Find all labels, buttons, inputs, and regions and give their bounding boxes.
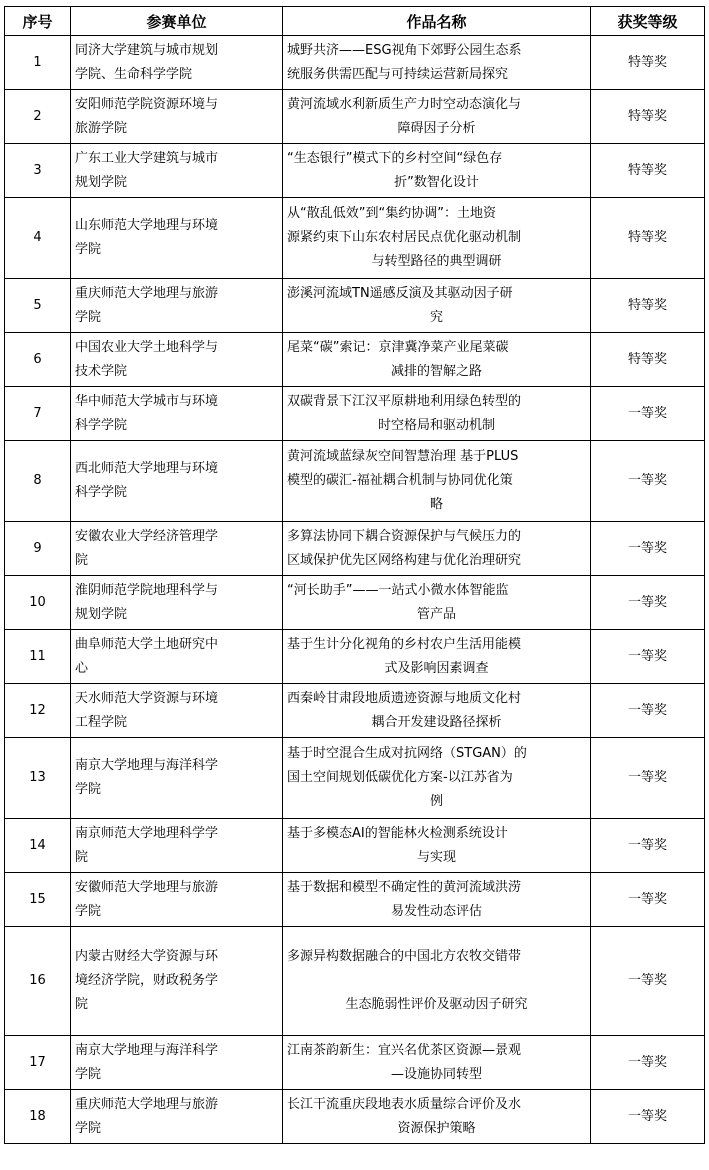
unit-line: 重庆师范大学地理与旅游	[75, 1096, 219, 1112]
row-number: 17	[5, 1036, 71, 1090]
table-row	[5, 1036, 705, 1090]
table-row	[5, 90, 705, 144]
unit-line: 南京大学地理与海洋科学	[75, 758, 219, 773]
work-title-line: 折”数智化设计	[394, 174, 479, 190]
table-row	[5, 1090, 705, 1144]
unit-line: 院	[75, 552, 89, 568]
work-title-line: 城野共济——ESG视角下郊野公园生态系	[287, 42, 522, 58]
unit-line: 内蒙古财经大学资源与环	[75, 949, 219, 964]
participant-unit	[71, 333, 283, 387]
unit-line: 淮阴师范学院地理科学与	[75, 582, 219, 598]
line-gap	[287, 969, 586, 993]
work-title-line: 黄河流域水利新质生产力时空动态演化与	[287, 96, 522, 112]
participant-unit	[71, 873, 283, 927]
row-number: 16	[5, 927, 71, 1036]
table-row	[5, 819, 705, 873]
work-title-line: 管产品	[416, 606, 456, 622]
table-row	[5, 333, 705, 387]
unit-line: 天水师范大学资源与环境	[75, 690, 219, 706]
work-title-line: 源紧约束下山东农村居民点优化驱动机制	[287, 230, 522, 245]
work-title-line: 生态脆弱性评价及驱动因子研究	[345, 997, 528, 1012]
work-title-line: 多源异构数据融合的中国北方农牧交错带	[287, 949, 522, 964]
participant-unit	[71, 279, 283, 333]
unit-line: 学院	[75, 1066, 102, 1082]
work-title	[283, 927, 591, 1036]
participant-unit	[71, 738, 283, 819]
unit-line: 科学学院	[75, 417, 128, 433]
table-row	[5, 873, 705, 927]
work-title-line: 资源保护策略	[397, 1120, 476, 1136]
unit-line: 境经济学院，财政税务学	[75, 973, 219, 988]
award-level: 一等奖	[591, 630, 705, 684]
table-row	[5, 630, 705, 684]
award-level: 一等奖	[591, 441, 705, 522]
unit-line: 心	[75, 660, 89, 676]
unit-line: 学院	[75, 903, 102, 919]
award-level: 一等奖	[591, 1090, 705, 1144]
table-row	[5, 927, 705, 1036]
work-title-line: 究	[429, 309, 443, 325]
row-number: 9	[5, 522, 71, 576]
award-level: 特等奖	[591, 198, 705, 279]
unit-line: 规划学院	[75, 174, 128, 190]
award-level: 特等奖	[591, 144, 705, 198]
unit-line: 技术学院	[75, 363, 128, 379]
table-row	[5, 684, 705, 738]
award-level: 一等奖	[591, 819, 705, 873]
award-level: 特等奖	[591, 333, 705, 387]
work-title	[283, 522, 591, 576]
unit-line: 西北师范大学地理与环境	[75, 461, 219, 476]
participant-unit	[71, 387, 283, 441]
unit-line: 重庆师范大学地理与旅游	[75, 285, 219, 301]
table-row	[5, 144, 705, 198]
unit-line: 广东工业大学建筑与城市	[75, 150, 219, 166]
award-level: 一等奖	[591, 684, 705, 738]
participant-unit	[71, 441, 283, 522]
work-title-line: —设施协同转型	[390, 1066, 482, 1082]
table-row	[5, 36, 705, 90]
work-title	[283, 144, 591, 198]
row-number: 1	[5, 36, 71, 90]
participant-unit	[71, 198, 283, 279]
work-title	[283, 576, 591, 630]
work-title	[283, 1090, 591, 1144]
work-title-line: 基于数据和模型不确定性的黄河流域洪涝	[287, 879, 522, 895]
header-row	[5, 7, 705, 36]
work-title-line: 多算法协同下耦合资源保护与气候压力的	[287, 528, 522, 544]
participant-unit	[71, 819, 283, 873]
unit-line: 同济大学建筑与城市规划	[75, 42, 219, 58]
participant-unit	[71, 36, 283, 90]
unit-line: 科学学院	[75, 485, 128, 500]
work-title-line: 基于多模态AI的智能林火检测系统设计	[287, 825, 508, 841]
row-number: 13	[5, 738, 71, 819]
work-title-line: 模型的碳汇-福祉耦合机制与协同优化策	[287, 473, 513, 488]
unit-line: 工程学院	[75, 714, 128, 730]
work-title-line: 基于生计分化视角的乡村农户生活用能模	[287, 636, 522, 652]
unit-line: 南京师范大学地理科学学	[75, 825, 219, 841]
work-title	[283, 441, 591, 522]
header-unit: 参赛单位	[71, 7, 283, 36]
table-row	[5, 738, 705, 819]
work-title-line: 西秦岭甘肃段地质遗迹资源与地质文化村	[287, 690, 522, 706]
table-row	[5, 576, 705, 630]
work-title-line: 耦合开发建设路径探析	[371, 714, 502, 730]
unit-line: 学院	[75, 782, 102, 797]
header-no: 序号	[5, 7, 71, 36]
work-title-line: 例	[429, 794, 443, 809]
row-number: 12	[5, 684, 71, 738]
award-level: 特等奖	[591, 36, 705, 90]
work-title	[283, 630, 591, 684]
work-title	[283, 819, 591, 873]
unit-line: 学院	[75, 242, 102, 257]
header-work: 作品名称	[283, 7, 591, 36]
unit-line: 华中师范大学城市与环境	[75, 393, 219, 409]
work-title-line: 统服务供需匹配与可持续运营新局探究	[287, 66, 509, 82]
award-level: 一等奖	[591, 873, 705, 927]
work-title	[283, 684, 591, 738]
unit-line: 安徽农业大学经济管理学	[75, 528, 219, 544]
work-title	[283, 873, 591, 927]
work-title-line: “生态银行”模式下的乡村空间“绿色存	[287, 150, 503, 166]
participant-unit	[71, 630, 283, 684]
unit-line: 院	[75, 849, 89, 865]
work-title	[283, 333, 591, 387]
row-number: 11	[5, 630, 71, 684]
unit-line: 南京大学地理与海洋科学	[75, 1042, 219, 1058]
participant-unit	[71, 144, 283, 198]
award-level: 特等奖	[591, 90, 705, 144]
unit-line: 学院	[75, 309, 102, 325]
work-title-line: 双碳背景下江汉平原耕地利用绿色转型的	[287, 393, 522, 409]
work-title-line: 易发性动态评估	[390, 903, 482, 919]
row-number: 10	[5, 576, 71, 630]
row-number: 18	[5, 1090, 71, 1144]
work-title	[283, 90, 591, 144]
work-title	[283, 387, 591, 441]
award-level: 一等奖	[591, 522, 705, 576]
work-title-line: 减排的智解之路	[390, 363, 482, 379]
row-number: 4	[5, 198, 71, 279]
unit-line: 安徽师范大学地理与旅游	[75, 879, 219, 895]
work-title-line: 长江干流重庆段地表水质量综合评价及水	[287, 1096, 522, 1112]
table-row	[5, 279, 705, 333]
header-level: 获奖等级	[591, 7, 705, 36]
table-row	[5, 441, 705, 522]
award-level: 一等奖	[591, 576, 705, 630]
unit-line: 旅游学院	[75, 120, 128, 136]
row-number: 2	[5, 90, 71, 144]
unit-line: 安阳师范学院资源环境与	[75, 96, 219, 112]
work-title-line: 从“散乱低效”到“集约协调”：土地资	[287, 206, 496, 221]
unit-line: 学院	[75, 1120, 102, 1136]
participant-unit	[71, 522, 283, 576]
work-title-line: 时空格局和驱动机制	[377, 417, 495, 433]
participant-unit	[71, 927, 283, 1036]
award-level: 一等奖	[591, 927, 705, 1036]
work-title-line: 尾菜“碳”索记：京津冀净菜产业尾菜碳	[287, 339, 509, 355]
work-title-line: 式及影响因素调查	[384, 660, 489, 676]
participant-unit	[71, 576, 283, 630]
work-title	[283, 1036, 591, 1090]
work-title-line: “河长助手”——一站式小微水体智能监	[287, 582, 509, 598]
row-number: 6	[5, 333, 71, 387]
table-row	[5, 387, 705, 441]
award-level: 一等奖	[591, 1036, 705, 1090]
work-title-line: 国土空间规划低碳优化方案-以江苏省为	[287, 770, 513, 785]
row-number: 15	[5, 873, 71, 927]
work-title-line: 黄河流域蓝绿灰空间智慧治理 基于PLUS	[287, 449, 519, 464]
work-title-line: 基于时空混合生成对抗网络（STGAN）的	[287, 746, 527, 761]
work-title-line: 江南茶韵新生：宜兴名优茶区资源—景观	[287, 1042, 522, 1058]
work-title	[283, 36, 591, 90]
row-number: 14	[5, 819, 71, 873]
participant-unit	[71, 90, 283, 144]
work-title-line: 澎溪河流域TN遥感反演及其驱动因子研	[287, 285, 513, 301]
unit-line: 中国农业大学土地科学与	[75, 339, 219, 355]
work-title-line: 略	[429, 497, 443, 512]
work-title-line: 与实现	[416, 849, 456, 865]
work-title	[283, 198, 591, 279]
table-row	[5, 522, 705, 576]
award-level: 一等奖	[591, 387, 705, 441]
participant-unit	[71, 1090, 283, 1144]
work-title-line: 区域保护优先区网络构建与优化治理研究	[287, 552, 522, 568]
row-number: 3	[5, 144, 71, 198]
work-title-line: 与转型路径的典型调研	[371, 254, 502, 269]
unit-line: 学院、生命科学学院	[75, 66, 193, 82]
award-level: 一等奖	[591, 738, 705, 819]
unit-line: 曲阜师范大学土地研究中	[75, 636, 219, 652]
table-body	[5, 36, 705, 1144]
unit-line: 院	[75, 997, 89, 1012]
table-row	[5, 198, 705, 279]
work-title	[283, 279, 591, 333]
award-level: 特等奖	[591, 279, 705, 333]
row-number: 7	[5, 387, 71, 441]
row-number: 8	[5, 441, 71, 522]
awards-table	[4, 6, 705, 1144]
row-number: 5	[5, 279, 71, 333]
unit-line: 山东师范大学地理与环境	[75, 218, 219, 233]
participant-unit	[71, 1036, 283, 1090]
participant-unit	[71, 684, 283, 738]
work-title	[283, 738, 591, 819]
unit-line: 规划学院	[75, 606, 128, 622]
work-title-line: 障碍因子分析	[397, 120, 476, 136]
